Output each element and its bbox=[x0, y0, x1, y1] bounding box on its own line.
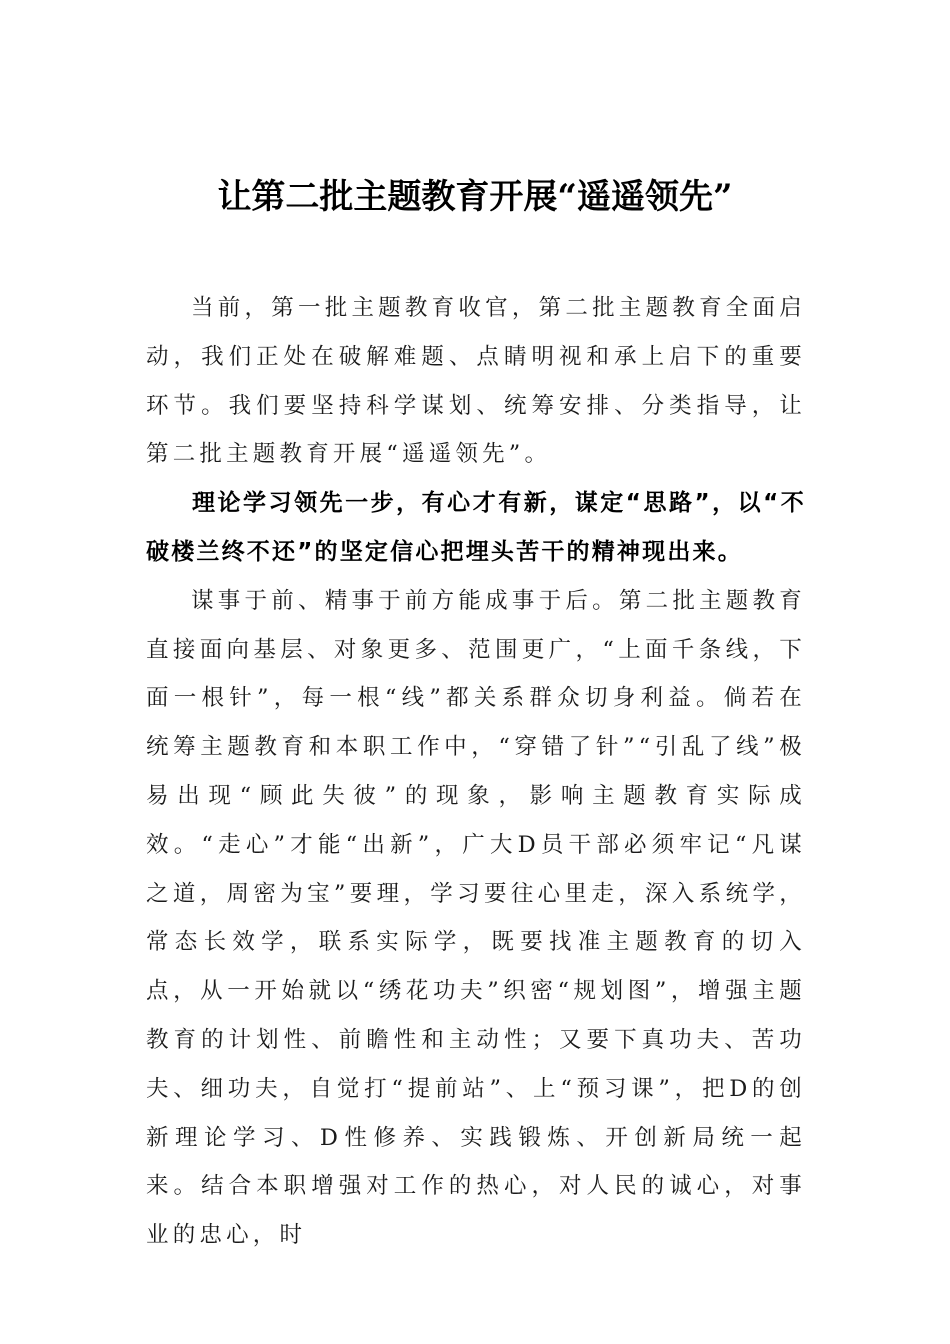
body-paragraph: 谋事于前、精事于前方能成事于后。第二批主题教育直接面向基层、对象更多、范围更广，“上面千条线，下面一根针”，每一根“线”都关系群众切身利益。倘若在统筹主题教育和本职工作中，“穿错了针”“引乱了线”极易出现“顾此失彼”的现象，影响主题教育实际成效。“走心”才能“出新”，广大D员干部必须牢记“凡谋之道，周密为宝”要理，学习要往心里走，深入系统学，常态长效学，联系实际学，既要找准主题教育的切入点，从一开始就以“绣花功夫”织密“规划图”，增强主题教育的计划性、前瞻性和主动性；又要下真功夫、苦功夫、细功夫，自觉打“提前站”、上“预习课”，把D的创新理论学习、D性修养、实践锻炼、开创新局统一起来。结合本职增强对工作的热心，对人民的诚心，对事业的忠心，时 bbox=[146, 587, 806, 1249]
intro-paragraph: 当前，第一批主题教育收官，第二批主题教育全面启动，我们正处在破解难题、点睛明视和承上启下的重要环节。我们要坚持科学谋划、统筹安排、分类指导，让第二批主题教育开展“遥遥领先”。 bbox=[146, 295, 806, 468]
section-heading-paragraph: 理论学习领先一步，有心才有新，谋定“思路”，以“不破楼兰终不还”的坚定信心把埋头苦干的精神现出来。 bbox=[146, 490, 806, 565]
document-body bbox=[146, 284, 806, 1260]
document-title: 让第二批主题教育开展“遥遥领先” bbox=[217, 177, 733, 217]
